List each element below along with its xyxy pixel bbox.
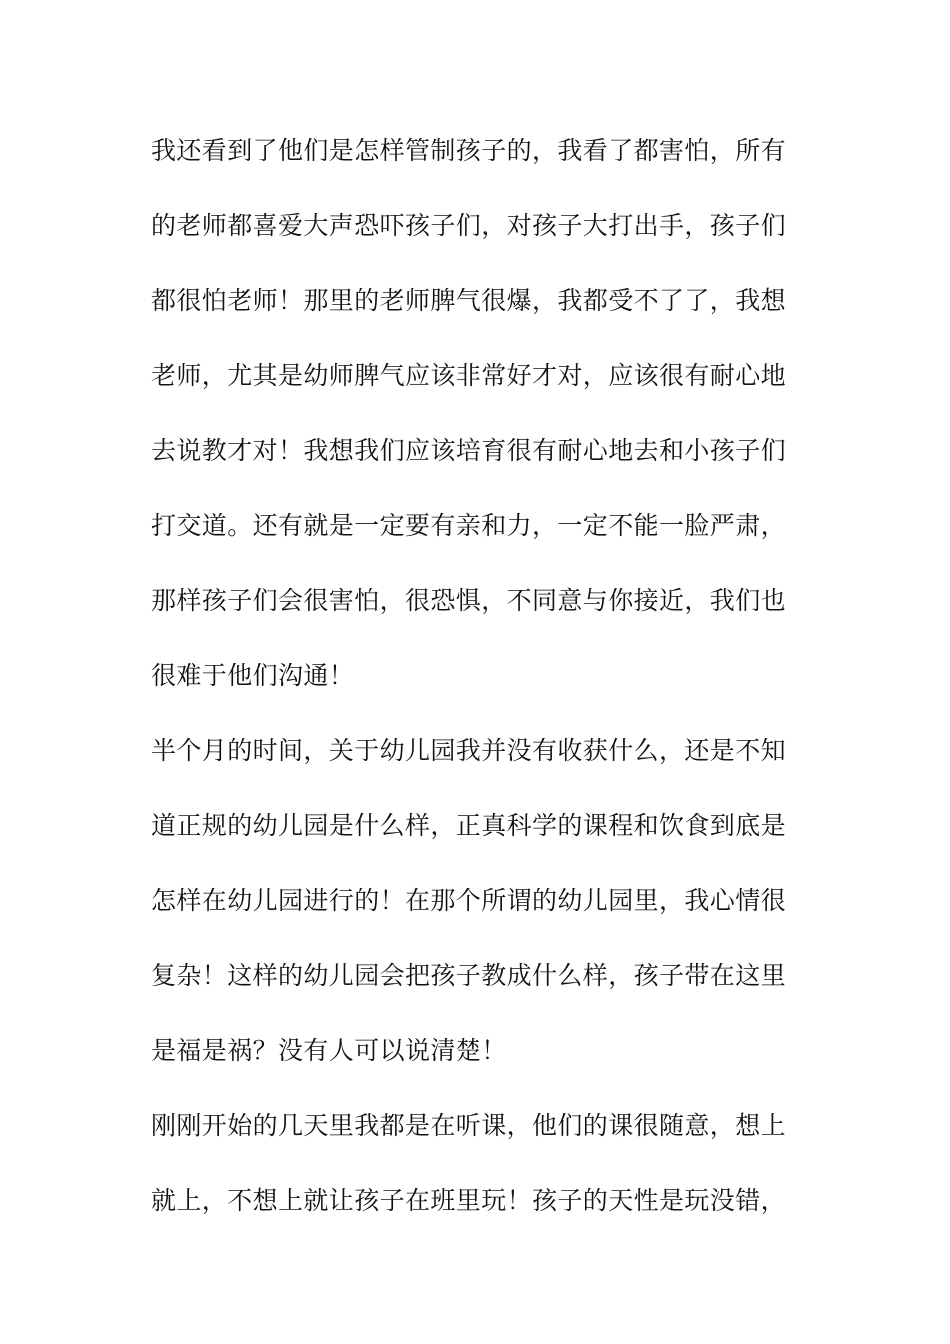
text-line: 都很怕老师！那里的老师脾气很爆，我都受不了了，我想 — [151, 286, 787, 315]
text-line: 半个月的时间，关于幼儿园我并没有收获什么，还是不知 — [151, 736, 787, 765]
text-line: 我还看到了他们是怎样管制孩子的，我看了都害怕，所有 — [151, 136, 787, 165]
text-line: 就上，不想上就让孩子在班里玩！孩子的天性是玩没错， — [151, 1186, 787, 1215]
text-line: 道正规的幼儿园是什么样，正真科学的课程和饮食到底是 — [151, 811, 787, 840]
body-text — [151, 126, 791, 1251]
text-line: 是福是祸？没有人可以说清楚！ — [151, 1036, 507, 1065]
text-line: 的老师都喜爱大声恐吓孩子们，对孩子大打出手，孩子们 — [151, 211, 787, 240]
text-line: 复杂！这样的幼儿园会把孩子教成什么样，孩子带在这里 — [151, 961, 787, 990]
text-line: 怎样在幼儿园进行的！在那个所谓的幼儿园里，我心情很 — [151, 886, 787, 915]
text-line: 去说教才对！我想我们应该培育很有耐心地去和小孩子们 — [151, 436, 787, 465]
text-line: 很难于他们沟通！ — [151, 661, 355, 690]
text-line: 打交道。还有就是一定要有亲和力，一定不能一脸严肃， — [151, 511, 787, 540]
text-line: 刚刚开始的几天里我都是在听课，他们的课很随意，想上 — [151, 1111, 787, 1140]
text-line: 那样孩子们会很害怕，很恐惧，不同意与你接近，我们也 — [151, 586, 787, 615]
text-line: 老师，尤其是幼师脾气应该非常好才对，应该很有耐心地 — [151, 361, 787, 390]
